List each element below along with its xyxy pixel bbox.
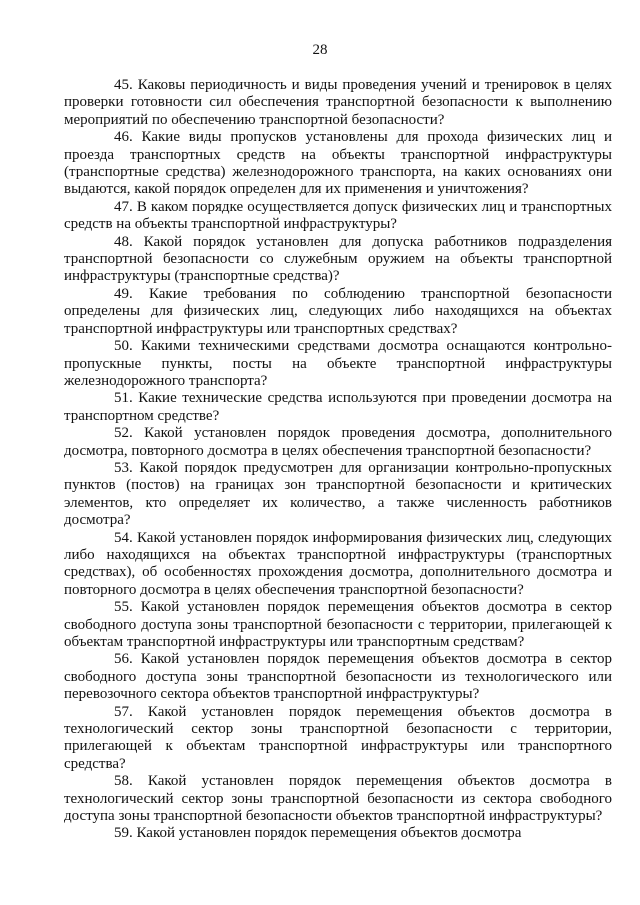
question-57: 57. Какой установлен порядок перемещения объектов досмотра в технологический сектор зоны транспортной безопасности с территории, прилегающей к объектам транспортной инфраструктуры или транспортного средства?	[64, 703, 612, 772]
question-list	[64, 77, 612, 843]
question-54: 54. Какой установлен порядок информирования физических лиц, следующих либо находящихся на объектах транспортной инфраструктуры (транспортных средствах), об особенностях прохождения досмотра, дополнительного досмотра и повторного досмотра в целях обеспечения транспортной безопасности?	[64, 529, 612, 598]
question-50: 50. Какими техническими средствами досмотра оснащаются контрольно-пропускные пункты, посты на объекте транспортной инфраструктуры железнодорожного транспорта?	[64, 338, 612, 389]
question-58: 58. Какой установлен порядок перемещения объектов досмотра в технологический сектор зоны транспортной безопасности из сектора свободного доступа зоны транспортной безопасности объектов транспортной инфраструктуры?	[64, 773, 612, 825]
question-52: 52. Какой установлен порядок проведения досмотра, дополнительного досмотра, повторного досмотра в целях обеспечения транспортной безопасности?	[64, 425, 612, 459]
question-56: 56. Какой установлен порядок перемещения объектов досмотра в сектор свободного доступа зоны транспортной безопасности из технологического или перевозочного сектора объектов транспортной инфраструктуры?	[64, 651, 612, 703]
question-53: 53. Какой порядок предусмотрен для организации контрольно-пропускных пунктов (постов) на границах зон транспортной безопасности и критических элементов, кто определяет их количество, а также численность работников досмотра?	[64, 459, 612, 529]
question-55: 55. Какой установлен порядок перемещения объектов досмотра в сектор свободного доступа зоны транспортной безопасности с территории, прилегающей к объектам транспортной инфраструктуры или транспортным средствам?	[64, 599, 612, 650]
question-49: 49. Какие требования по соблюдению транспортной безопасности определены для физических лиц, следующих либо находящихся на объектах транспортной инфраструктуры или транспортных средствах?	[64, 285, 612, 337]
page-number: 28	[312, 42, 328, 58]
question-59: 59. Какой установлен порядок перемещения объектов досмотра	[114, 825, 522, 842]
question-48: 48. Какой порядок установлен для допуска работников подразделения транспортной безопасности со служебным оружием на объекты транспортной инфраструктуры (транспортные средства)?	[64, 233, 612, 285]
question-51: 51. Какие технические средства используются при проведении досмотра на транспортном средстве?	[64, 390, 612, 424]
question-46: 46. Какие виды пропусков установлены для прохода физических лиц и проезда транспортных средств на объекты транспортной инфраструктуры (транспортные средства) железнодорожного транспорта, на каких основаниях они выдаются, какой порядок определен для их применения и уничтожения?	[64, 129, 612, 198]
question-47: 47. В каком порядке осуществляется допуск физических лиц и транспортных средств на объекты транспортной инфраструктуры?	[64, 198, 612, 233]
question-45: 45. Каковы периодичность и виды проведения учений и тренировок в целях проверки готовности сил обеспечения транспортной безопасности к выполнению мероприятий по обеспечению транспортной безопасности?	[64, 77, 612, 128]
